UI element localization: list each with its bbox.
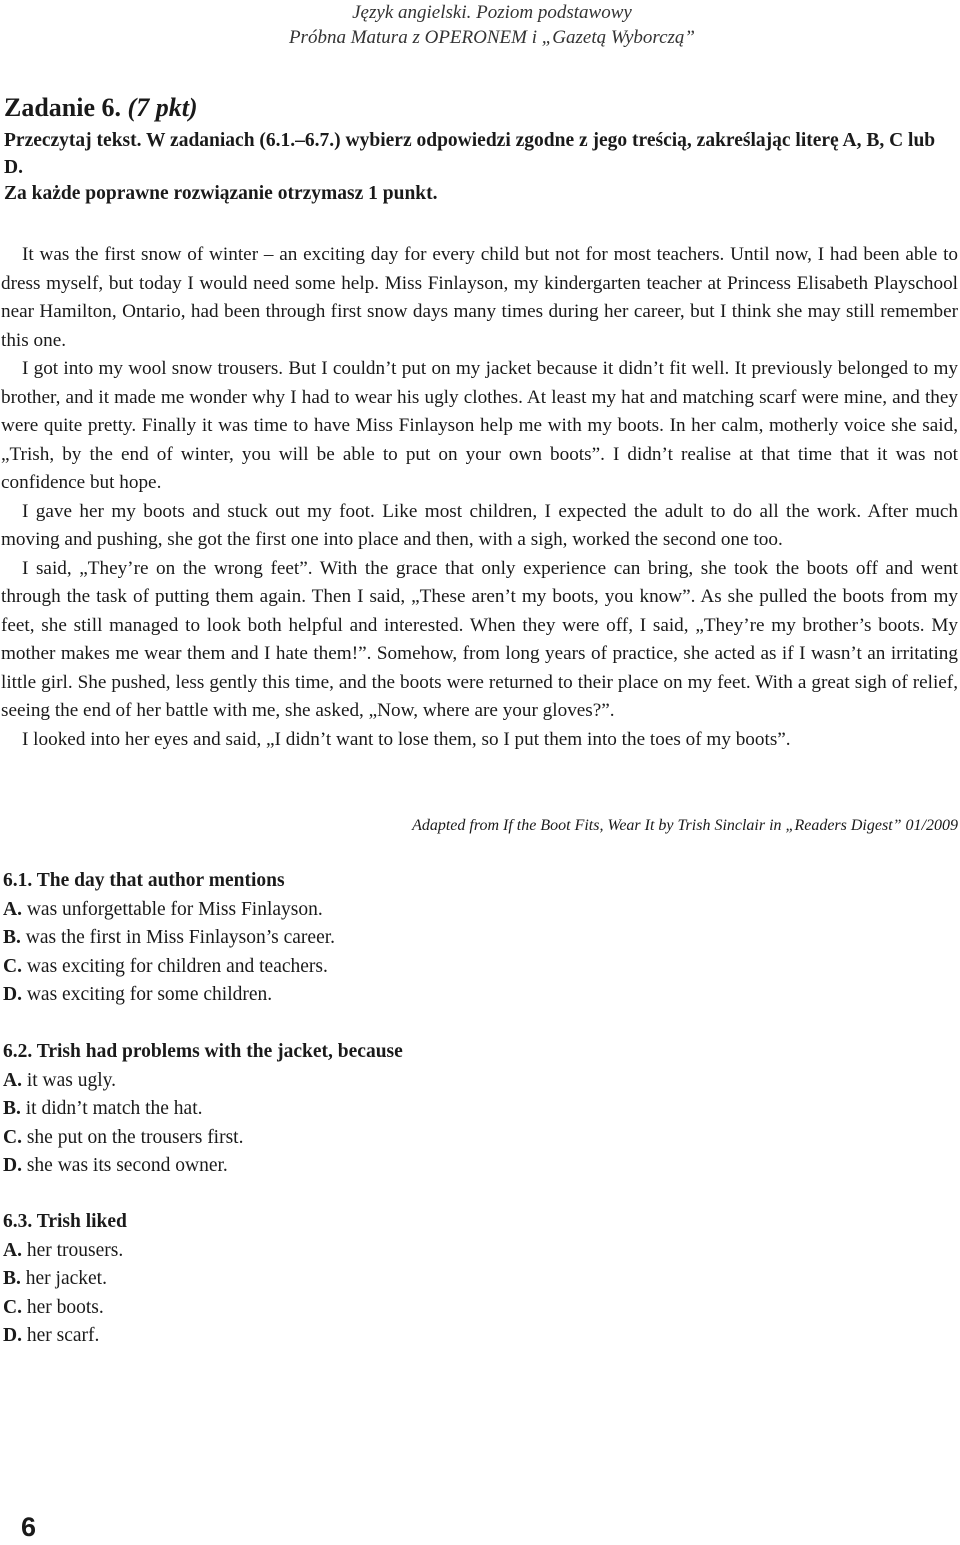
task-points: (7 pkt) [127, 93, 198, 122]
option-text: was exciting for children and teachers. [26, 955, 328, 977]
reading-passage [1, 241, 958, 754]
question-text: Trish liked [36, 1211, 127, 1232]
question-stem [3, 867, 335, 896]
option-letter: D. [3, 1325, 22, 1346]
question-number: 6.1. [3, 870, 33, 891]
option-text: her boots. [26, 1296, 104, 1318]
passage-paragraph: I gave her my boots and stuck out my foot. Like most children, I expected the adult to do all the work. After much moving and pushing, she got the first one into place and then, with a sigh, worked the second one too. [1, 500, 958, 550]
page-header [289, 0, 695, 50]
option-letter: B. [3, 1098, 21, 1119]
passage-paragraph: I looked into her eyes and said, „I didn’t want to lose them, so I put them into the toes of my boots”. [22, 728, 791, 750]
answer-option-a[interactable] [3, 1237, 127, 1266]
answer-option-b[interactable] [3, 924, 335, 953]
question-6-2 [3, 1038, 403, 1181]
option-text: was unforgettable for Miss Finlayson. [26, 898, 323, 920]
option-text: her jacket. [25, 1268, 107, 1289]
passage-paragraph: I got into my wool snow trousers. But I couldn’t put on my jacket because it didn’t fit well. It previously belonged to my brother, and it made me wonder why I had to wear his ugly clothes. At least my hat and matching scarf were mine, and they were quite pretty. Finally it was time to have Miss Finlayson help me with my boots. In her calm, motherly voice she said, „Trish, by the end of winter, you will be able to put on your own boots”. I didn’t realise at that time that it was not confidence but hope. [1, 358, 958, 493]
passage-paragraph: I said, „They’re on the wrong feet”. With the grace that only experience can bring, she took the boots off and went through the task of putting them again. Then I said, „These aren’t my boots, you know”. As she pulled the boots from my feet, she still managed to look both helpful and interested. When they were off, I said, „They’re my brother’s boots. My mother makes me wear them and I hate them!”. Somehow, from long years of practice, she acted as if I wasn’t an irritating little girl. She pushed, less gently this time, and the boots were returned to their place on my feet. With a great sigh of relief, seeing the end of her battle with me, she asked, „Now, where are your gloves?”. [1, 557, 958, 721]
option-text: she was its second owner. [26, 1155, 228, 1176]
header-subject: Język angielski. Poziom podstawowy [352, 2, 632, 23]
option-letter: C. [3, 1296, 22, 1318]
option-text: it was ugly. [26, 1069, 117, 1091]
header-exam-name: Próbna Matura z OPERONEM i „Gazetą Wyborczą” [288, 27, 695, 48]
task-instructions [4, 128, 952, 208]
page-number: 6 [21, 1512, 37, 1542]
option-text: she put on the trousers first. [26, 1126, 244, 1148]
answer-option-d[interactable] [3, 981, 335, 1010]
option-letter: C. [3, 1126, 22, 1148]
question-stem [3, 1208, 127, 1237]
option-letter: A. [3, 1239, 22, 1261]
answer-option-a[interactable] [3, 1067, 403, 1096]
option-letter: A. [3, 1069, 22, 1091]
answer-option-d[interactable] [3, 1322, 127, 1351]
instruction-main: Przeczytaj tekst. W zadaniach (6.1.–6.7.) wybierz odpowiedzi zgodne z jego treścią, zakreślając literę A, B, C lub D. [4, 130, 936, 178]
answer-option-b[interactable] [3, 1265, 127, 1294]
option-text: it didn’t match the hat. [25, 1098, 203, 1119]
question-number: 6.3. [3, 1211, 33, 1232]
instruction-scoring: Za każde poprawne rozwiązanie otrzymasz 1 punkt. [4, 183, 438, 204]
option-letter: B. [3, 1268, 21, 1289]
answer-option-b[interactable] [3, 1095, 403, 1124]
passage-source: Adapted from If the Boot Fits, Wear It by Trish Sinclair in „Readers Digest” 01/2009 [412, 817, 958, 834]
option-letter: D. [3, 1155, 22, 1176]
answer-option-d[interactable] [3, 1152, 403, 1181]
question-stem [3, 1038, 403, 1067]
question-6-3 [3, 1208, 127, 1351]
question-number: 6.2. [3, 1041, 33, 1062]
answer-option-a[interactable] [3, 896, 335, 925]
passage-paragraph: It was the first snow of winter – an exciting day for every child but not for most teachers. Until now, I had been able to dress myself, but today I would need some help. Miss Finlayson, my kindergarten teacher at Princess Elisabeth Playschool near Hamilton, Ontario, had been through first snow days many times during her career, but I think she may still remember this one. [1, 244, 958, 351]
answer-option-c[interactable] [3, 1124, 403, 1153]
option-text: was the first in Miss Finlayson’s career. [25, 927, 336, 948]
answer-option-c[interactable] [3, 953, 335, 982]
task-title [4, 91, 198, 125]
option-text: her scarf. [26, 1325, 100, 1346]
option-text: her trousers. [26, 1239, 124, 1261]
question-text: Trish had problems with the jacket, because [36, 1041, 403, 1062]
answer-option-c[interactable] [3, 1294, 127, 1323]
question-6-1 [3, 867, 335, 1010]
question-text: The day that author mentions [36, 870, 285, 891]
option-letter: B. [3, 927, 21, 948]
option-letter: C. [3, 955, 22, 977]
task-number: Zadanie 6. [4, 93, 122, 122]
option-text: was exciting for some children. [26, 984, 273, 1005]
option-letter: A. [3, 898, 22, 920]
option-letter: D. [3, 984, 22, 1005]
